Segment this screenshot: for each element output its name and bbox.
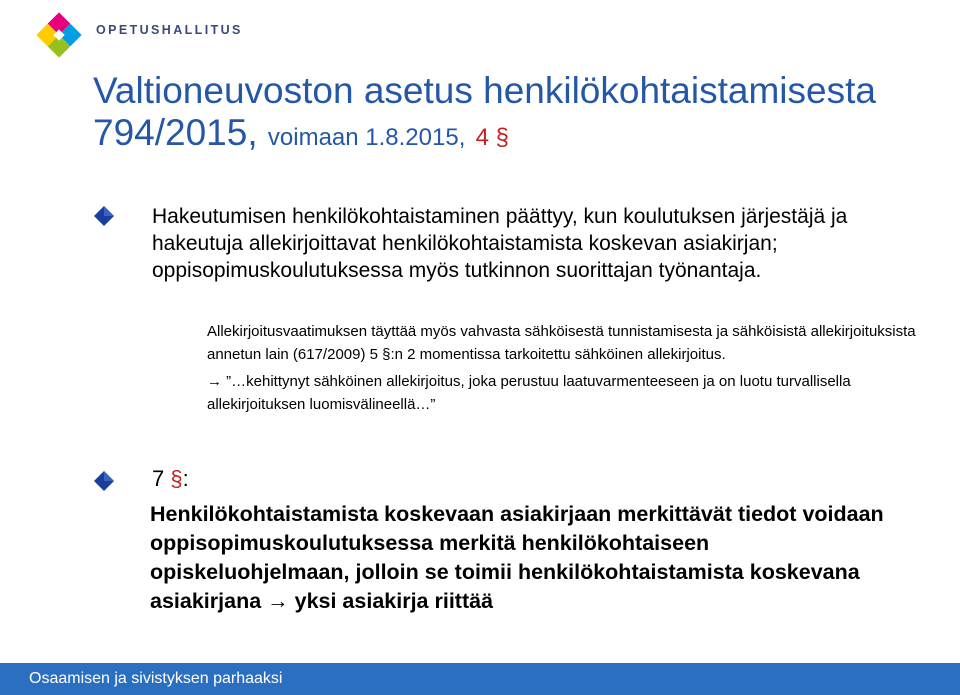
title-section-ref: 4 § (475, 124, 510, 151)
title-line2-small: voimaan 1.8.2015, (267, 124, 466, 151)
section7-colon: : (182, 466, 189, 491)
signature-requirement-text: Allekirjoitusvaatimuksen täyttää myös vahvasta sähköisestä tunnistamisesta ja sähköisistä allekirjoituksista annetun lain (617/2009) 5 §:n 2 momentissa tarkoitettu sähköinen allekirjoitus. (207, 323, 916, 363)
section7-text: Henkilökohtaistamista koskevaan asiakirjaan merkittävät tiedot voidaan oppisopimuskoulutuksessa merkitä henkilökohtaiseen opiskeluohjelmaan, jolloin se toimii henkilökohtaistamista koskevana asiakirjana → yksi asiakirja riittää (150, 502, 884, 613)
title-line1: Valtioneuvoston asetus henkilökohtaistamisesta (93, 70, 876, 111)
opetushallitus-logo-icon (30, 6, 88, 64)
slide-title (93, 70, 933, 159)
section7-number: 7 (152, 466, 165, 491)
signature-quote-text: → ”…kehittynyt sähköinen allekirjoitus, joka perustuu laatuvarmenteeseen ja on luotu turvallisella allekirjoituksen luomisvälineellä…” (207, 373, 851, 413)
logo-wordmark: OPETUSHALLITUS (96, 23, 243, 37)
footer-bar (0, 663, 960, 695)
bullet1-text: Hakeutumisen henkilökohtaistaminen päättyy, kun koulutuksen järjestäjä ja hakeutuja allekirjoittavat henkilökohtaistamista koskevan asiakirjan; oppisopimuskoulutuksessa myös tutkinnon suorittajan työnantaja. (152, 205, 848, 282)
bullet1-subtext (207, 320, 927, 416)
section7-heading (152, 465, 189, 493)
section-symbol: § (170, 466, 183, 491)
title-line2-main: 794/2015, (93, 112, 258, 153)
footer-slogan: Osaamisen ja sivistyksen parhaaksi (29, 670, 283, 687)
